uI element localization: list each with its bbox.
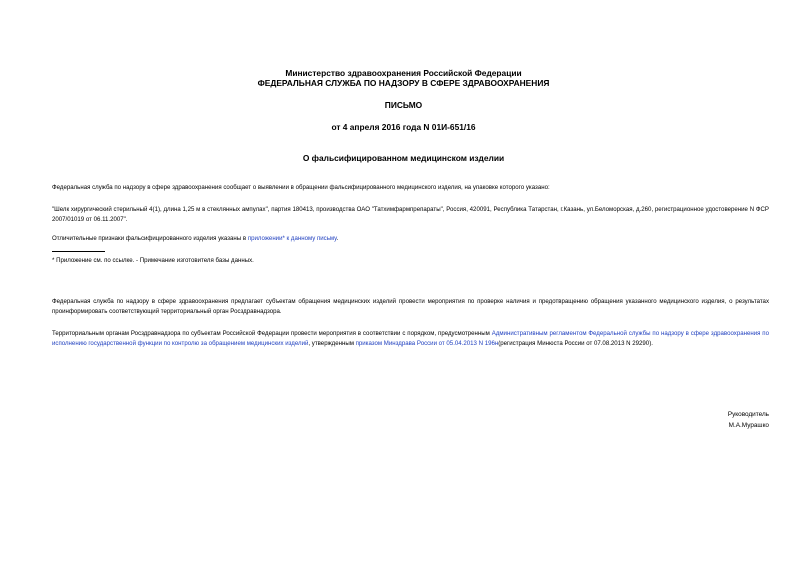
paragraph-signs (52, 234, 769, 244)
signature-name: М.А.Мурашко (728, 422, 769, 429)
footnote-text: * Приложение см. по ссылке. - Примечание изготовителя базы данных. (52, 257, 254, 264)
order-link[interactable]: приказом Минздрава России от 05.04.2013 N 196н (355, 340, 499, 347)
paragraph-territorial-end: (регистрация Минюста России от 07.08.2013 N 29290). (498, 340, 653, 347)
ministry-title: Министерство здравоохранения Российской Федерации (285, 68, 522, 78)
paragraph-intro (52, 183, 769, 193)
document-date-number: от 4 апреля 2016 года N 01И-651/16 (331, 122, 476, 132)
appendix-link[interactable]: приложении* к данному письму (247, 235, 337, 242)
paragraph-proposal (52, 297, 769, 317)
paragraph-territorial-text: Территориальным органам Росздравнадзора по субъектам Российской Федерации провести мероприятия в соответствии с порядком, предусмотренным (52, 330, 492, 337)
footnote-divider (52, 251, 105, 252)
document-type: ПИСЬМО (384, 100, 423, 110)
document-subject: О фальсифицированном медицинском изделии (302, 153, 505, 163)
paragraph-product (52, 205, 769, 225)
service-title: ФЕДЕРАЛЬНАЯ СЛУЖБА ПО НАДЗОРУ В СФЕРЕ ЗДРАВООХРАНЕНИЯ (257, 78, 550, 88)
paragraph-proposal-text: Федеральная служба по надзору в сфере здравоохранения предлагает субъектам обращения медицинских изделий провести мероприятия по проверке наличия и предотвращению обращения указанного медицинского изделия, о результатах проинформировать соответствующий территориальный орган Росздравнадзора. (52, 298, 769, 315)
paragraph-intro-text: Федеральная служба по надзору в сфере здравоохранения сообщает о выявлении в обращении фальсифицированного медицинского изделия, на упаковке которого указано: (52, 184, 550, 191)
paragraph-signs-text: Отличительные признаки фальсифицированного изделия указаны в (52, 235, 248, 242)
paragraph-territorial-mid: , утвержденным (308, 340, 356, 347)
paragraph-product-text: "Шелк хирургический стерильный 4(1), длина 1,25 м в стеклянных ампулах", партия 180413, производства ОАО "Татхимфармпрепараты", Россия, 420091, Республика Татарстан, г.Казань, ул.Беломорская, д.260, регистрационное удостоверение N ФСР 2007/01019 от 06.11.2007". (52, 206, 769, 223)
paragraph-territorial (52, 329, 769, 349)
signature-position: Руководитель (727, 411, 769, 418)
regulation-link[interactable]: Административным регламентом Федеральной службы по надзору в сфере здравоохранения по исполнению государственной функции по контролю за обращением медицинских изделий (52, 330, 769, 347)
footnote (52, 256, 769, 266)
paragraph-signs-end: . (336, 235, 339, 242)
